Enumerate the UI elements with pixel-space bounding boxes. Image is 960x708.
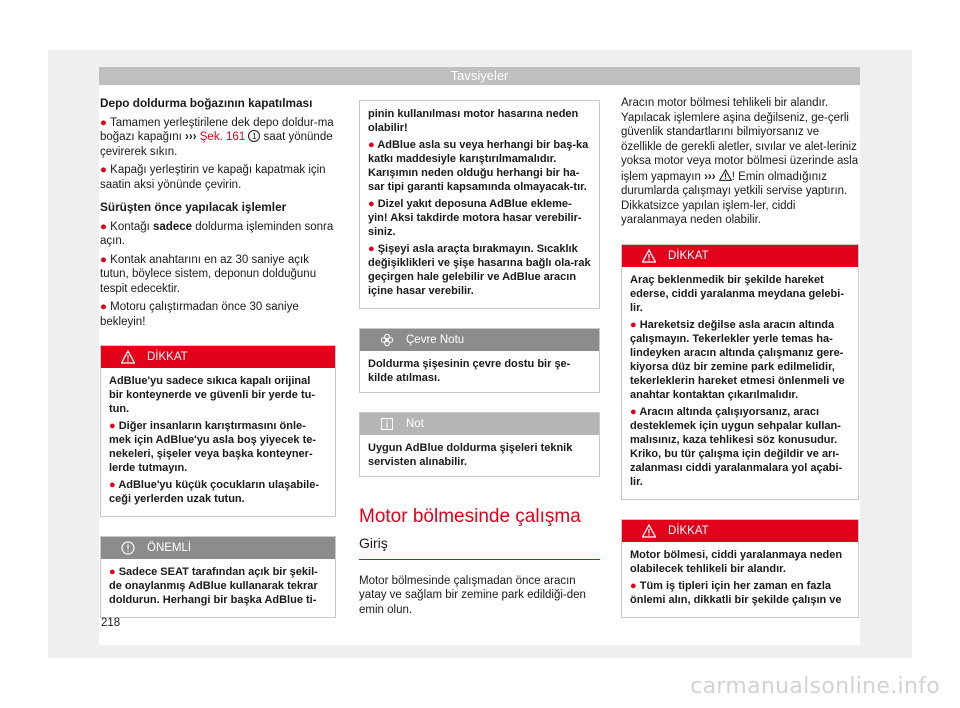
bullet-icon: ● xyxy=(100,116,107,129)
figure-reference-link[interactable]: Şek. 161 xyxy=(199,131,246,143)
engine-bay-paragraph xyxy=(621,96,859,228)
bullet-text: Dizel yakıt deposuna AdBlue ekleme-yin! Aksi takdirde motora hasar verebilir-siniz. xyxy=(368,198,582,238)
arrow-icon: ››› xyxy=(185,131,197,143)
warning-title: DİKKAT xyxy=(668,524,709,537)
column-left xyxy=(100,96,336,618)
column-right xyxy=(621,96,859,618)
bullet-text: Diğer insanların karıştırmasını önle-mek için AdBlue'yu asla boş yiyecek te-nekeleri, şişeler veya başka konteyner-lerde tutmayın. xyxy=(109,420,317,474)
warning-box xyxy=(621,519,859,618)
notice-box xyxy=(100,536,336,618)
bullet-text: Tamamen yerleştirilene dek depo doldur-ma boğazı kapağını xyxy=(100,116,334,143)
bullet-text: AdBlue asla su veya herhangi bir baş-ka katkı maddesiyle karıştırılmamalıdır. Karışımın neden olduğu herhangi bir ha-sar tipi garanti kapsamında olmayacak-tır. xyxy=(368,139,589,193)
note-header xyxy=(360,413,599,435)
notice-header xyxy=(101,537,335,559)
bullet-text: Kontak anahtarını en az 30 saniye açık tutun, böylece sistem, deponun dolduğunu tespit edecektir. xyxy=(100,253,317,295)
environment-note-title: Çevre Notu xyxy=(406,334,465,346)
callout-number: 1 xyxy=(248,130,260,142)
warning-intro: AdBlue'yu sadece sıkıca kapalı orijinal bir konteynerde ve güvenli bir yerde tu-tun. xyxy=(109,375,315,415)
warning-title: DİKKAT xyxy=(147,351,188,363)
bullet-icon: ● xyxy=(100,301,107,313)
watermark: carmanualsonline.info xyxy=(690,674,940,699)
warning-header xyxy=(101,346,335,368)
warning-box xyxy=(621,244,859,500)
list-item xyxy=(368,242,591,298)
warning-box xyxy=(100,345,336,517)
environment-note-text: Doldurma şişesinin çevre dostu bir şe-kilde atılması. xyxy=(368,358,571,384)
bullet-text: Kontağı xyxy=(110,220,153,233)
bullet-icon: ● xyxy=(630,579,637,592)
bullet-text: Şişeyi asla araçta bırakmayın. Sıcaklık değişiklikleri ve şişe hasarına bağlı ola-rak geçirgen hale gelebilir ve AdBlue aracın içine hasar verebilir. xyxy=(368,243,591,297)
intro-paragraph: Motor bölmesinde çalışmadan önce aracın yatay ve sağlam bir zemine park edildiği-den emin olun. xyxy=(359,574,586,616)
paragraph-text: Aracın motor bölmesi tehlikeli bir alandır. Yapılacak işlemlere aşina değilseniz, ge-çerli güvenlik standartlarını bilmiyorsanız ve özellikle de gerekli aletler, sıvılar ve alet-leriniz yoksa motor veya motor bölmesi üzerinde asla işlem yapmayın xyxy=(621,97,859,183)
section-title: Motor bölmesinde çalışma xyxy=(359,506,581,527)
warning-triangle-icon xyxy=(121,350,135,364)
exclamation-circle-icon xyxy=(121,541,135,555)
list-item xyxy=(100,300,336,329)
arrow-icon: ››› xyxy=(704,170,716,183)
page-number: 218 xyxy=(101,617,121,629)
bullet-icon: ● xyxy=(100,164,107,176)
bullet-icon: ● xyxy=(368,243,375,255)
list-item xyxy=(109,419,327,475)
bullet-icon: ● xyxy=(100,220,107,233)
bullet-text: Motoru çalıştırmadan önce 30 saniye bekleyin! xyxy=(100,301,299,328)
list-item xyxy=(630,318,850,402)
list-item xyxy=(630,405,850,489)
notice-body-continued xyxy=(360,101,599,308)
list-item xyxy=(630,579,850,607)
bullet-icon: ● xyxy=(109,566,116,578)
bullet-text: doldurma işleminden sonra açın. xyxy=(100,220,334,247)
warning-body xyxy=(622,267,858,499)
environment-note-header xyxy=(360,329,599,351)
bullet-icon: ● xyxy=(368,139,375,151)
warning-triangle-icon xyxy=(642,524,656,538)
bullet-icon: ● xyxy=(109,420,116,432)
bullet-text: Aracın altında çalışıyorsanız, aracı desteklemek için uygun sehpalar kullan-malısınız, kaza tehlikesi söz konusudur. Kriko, bu tür çalışma için değildir ve arı-zalanması ciddi yaralanmalara yol açabi-lir. xyxy=(630,405,843,488)
bullet-text: Sadece SEAT tarafından açık bir şekil-de onaylanmış AdBlue kullanarak tekrar doldurun. Herhangi bir başka AdBlue ti- xyxy=(109,566,318,606)
heading-fuel-cap: Depo doldurma boğazının kapatılması xyxy=(100,96,313,110)
paragraph-text: ! Emin olmadığınız durumlarda çalışmayı yetkili servise yaptırın. Dikkatsizce yapılan işlem-ler, ciddi yaralanmaya neden olabilir. xyxy=(621,170,848,226)
list-item xyxy=(368,197,591,239)
info-icon xyxy=(380,417,394,431)
bullet-icon: ● xyxy=(630,318,637,331)
list-item xyxy=(100,163,336,192)
note-box xyxy=(359,412,600,477)
warning-triangle-icon xyxy=(642,249,656,263)
bullet-text: saat yönünde çevirerek sıkın. xyxy=(100,131,333,158)
warning-header xyxy=(622,245,858,267)
column-middle xyxy=(359,100,600,622)
bullet-text: Kapağı yerleştirin ve kapağı kapatmak için saatin aksi yönünde çevirin. xyxy=(100,164,326,191)
note-text: Uygun AdBlue doldurma şişeleri teknik servisten alınabilir. xyxy=(368,442,573,468)
warning-header xyxy=(622,520,858,542)
bullet-text: Hareketsiz değilse asla aracın altında çalışmayın. Tekerlekler yerle temas ha-lindeyken aracın altında çalışmanız gere-kiyorsa düz bir zemine park edilmelidir, tekerleklerin hareket etmesi önlenmeli ve anahtar kontaktan çıkarılmalıdır. xyxy=(630,318,845,401)
warning-intro: Araç beklenmedik bir şekilde hareket ederse, ciddi yaralanma meydana gelebi-lir. xyxy=(630,273,844,314)
heading-before-driving: Sürüşten önce yapılacak işlemler xyxy=(100,200,287,214)
bullet-icon: ● xyxy=(630,405,637,418)
list-item xyxy=(100,116,336,160)
bullet-text: Tüm iş tipleri için her zaman en fazla önlemi alın, dikkatli bir şekilde çalışın ve xyxy=(630,579,842,606)
flower-icon xyxy=(380,333,394,347)
bullet-text: AdBlue'yu küçük çocukların ulaşabile-ceği yerlerden uzak tutun. xyxy=(109,479,319,505)
page-header: Tavsiyeler xyxy=(99,67,860,85)
bullet-text-bold: sadece xyxy=(153,220,193,233)
list-item xyxy=(100,220,336,249)
bullet-icon: ● xyxy=(109,479,116,491)
notice-title: ÖNEMLİ xyxy=(147,542,192,554)
bullet-icon: ● xyxy=(100,253,107,266)
bullet-icon: ● xyxy=(368,198,375,210)
list-item xyxy=(109,565,327,607)
notice-continued-text: pinin kullanılması motor hasarına neden olabilir! xyxy=(368,108,579,134)
warning-triangle-icon xyxy=(719,169,732,181)
section-subtitle: Giriş xyxy=(359,536,600,560)
notice-box-continued xyxy=(359,100,600,309)
notice-body xyxy=(101,559,335,617)
list-item xyxy=(109,478,327,506)
list-item xyxy=(368,138,591,194)
note-title: Not xyxy=(406,418,424,430)
warning-intro: Motor bölmesi, ciddi yaralanmaya neden olabilecek tehlikeli bir alandır. xyxy=(630,548,843,575)
environment-note-box xyxy=(359,328,600,393)
warning-body xyxy=(622,542,858,617)
warning-body xyxy=(101,368,335,516)
list-item xyxy=(100,253,336,297)
warning-title: DİKKAT xyxy=(668,249,709,262)
